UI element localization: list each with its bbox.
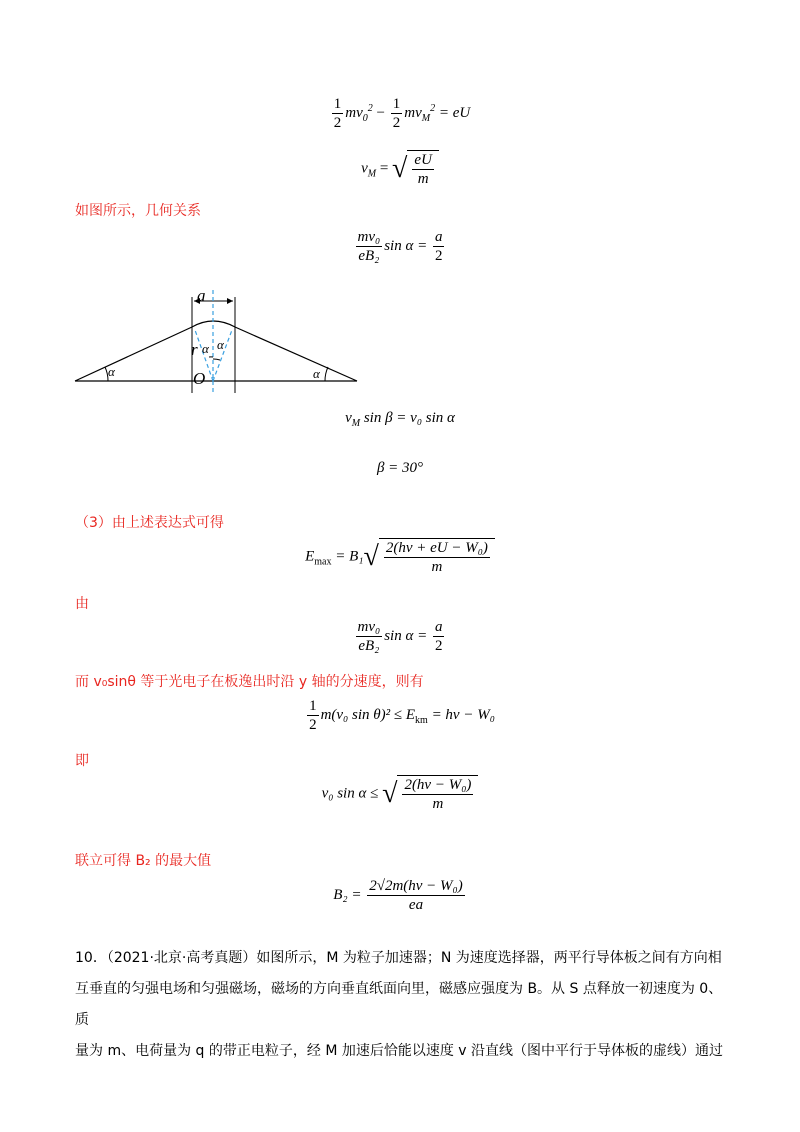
label-r: r xyxy=(191,340,198,359)
problem-line-3: 量为 m、电荷量为 q 的带正电粒子，经 M 加速后恰能以速度 v 沿直线（图中平行于导体板的虚线）通过 xyxy=(75,1043,724,1059)
equation-beta: β = 30° xyxy=(376,460,424,476)
label-o: O xyxy=(193,369,206,388)
text-you: 由 xyxy=(75,596,89,612)
equation-ekm: $\frac{1}{2}$ m(v₀ $\sin \theta)^2 \le E_{km} = h\nu - W_0$ xyxy=(309,698,495,733)
problem-10 xyxy=(75,943,735,1067)
equation-b2-max: B₂ = $\frac{\text{2√2m(hν − W₀)}}{ea}$ xyxy=(333,878,463,913)
label-alpha-center1: α xyxy=(202,341,209,356)
equation-vm: $v_M$ = √ $\frac{eU}{m}$ xyxy=(0,150,800,188)
label-a: a xyxy=(197,286,206,305)
problem-line-2: 互垂直的匀强电场和匀强磁场，磁场的方向垂直纸面向里，磁感应强度为 B。从 S 点释放一初速度为 0、质 xyxy=(75,981,723,1028)
equation-sin-beta: $v_M$ sin β = v₀ sin α xyxy=(345,410,455,429)
equation-v0-bound: v₀ sin α ≤ √ $\frac{\text{2(hν − W₀)}}{m}$ xyxy=(0,775,800,813)
label-alpha-right: α xyxy=(313,366,320,381)
label-alpha-left: α xyxy=(108,364,115,379)
text-geometry: 如图所示，几何关系 xyxy=(75,203,201,219)
problem-line-1: 10．（2021·北京·高考真题）如图所示，M 为粒子加速器；N 为速度选择器，两平行导体板之间有方向相 xyxy=(75,950,722,966)
equation-emax: $E_{max} = B_1$ √ $\frac{\text{2(hν + eU − W₀)}}{m}$ xyxy=(0,538,800,576)
text-lianli: 联立可得 B₂ 的最大值 xyxy=(75,853,212,869)
label-alpha-center2: α xyxy=(217,337,224,352)
equation-geometry-2: $\frac{\text{mv₀}}{\text{eB₂}}$ sin α = $\frac{a}{2}$ xyxy=(357,619,443,654)
text-part3: （3）由上述表达式可得 xyxy=(75,515,224,531)
equation-geometry: $\frac{\text{mv₀}}{\text{eB₂}}$ sin α = $\frac{a}{2}$ xyxy=(357,229,443,264)
text-ji: 即 xyxy=(75,753,89,769)
equation-energy: $\frac{1}{2}$ $mv_0^2$ − $\frac{1}{2}$ $mv_M^2$ = eU xyxy=(333,96,471,131)
text-v0sin: 而 v₀sinθ 等于光电子在板逸出时沿 y 轴的分速度，则有 xyxy=(75,674,424,690)
